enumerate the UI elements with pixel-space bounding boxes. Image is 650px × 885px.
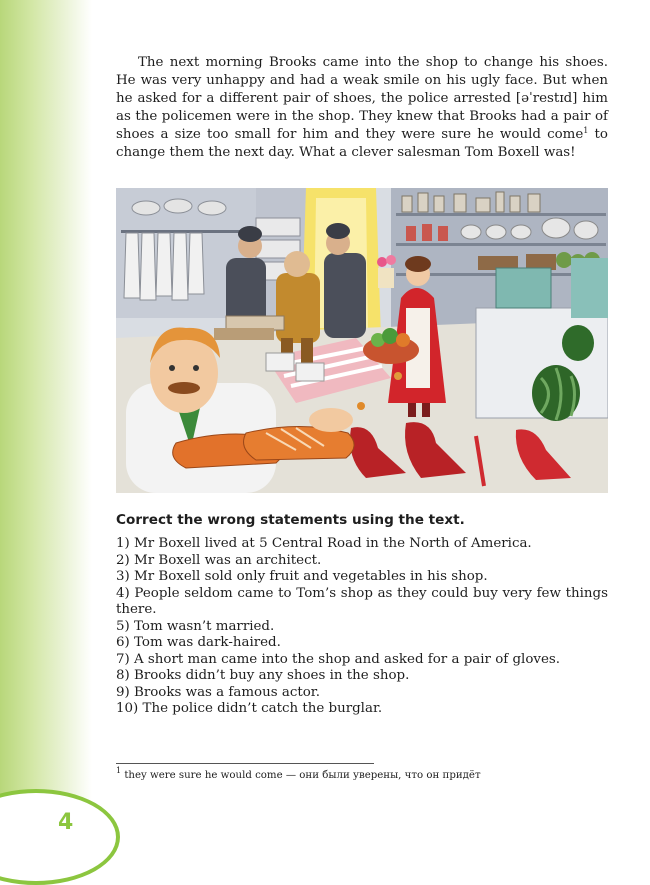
story-text [116,54,608,162]
footnote-text: they were sure he would come — они были уверены, что он придёт [121,770,481,781]
illustration-drawing [116,188,608,493]
story-paragraph-main: The next morning Brooks came into the shop to change his shoes. He was very unhappy and had a weak smile on his ugly face. But when he asked for a different pair of shoes, the police arrested [əˈrestɪd] him as the policemen were in the shop. They knew that Brooks had a pair of shoes a size too small for him and they were sure he would come [116,55,608,142]
statement-item: 4) People seldom came to Tom’s shop as they could buy very few things there. [116,585,608,617]
story-paragraph [116,54,608,162]
shop-illustration [116,188,608,493]
side-color-strip [0,0,92,869]
footnote-divider [116,763,374,764]
footnote-marker: 1 [116,766,122,775]
statement-item: 9) Brooks was a famous actor. [116,684,320,700]
statement-item: 3) Mr Boxell sold only fruit and vegetables in his shop. [116,569,488,584]
exercise-heading: Correct the wrong statements using the text. [116,512,465,528]
statement-item: 5) Tom wasn’t married. [116,618,275,634]
statement-list [116,536,608,718]
statement-item: 7) A short man came into the shop and asked for a pair of gloves. [116,651,561,667]
statement-item: 1) Mr Boxell lived at 5 Central Road in the North of America. [116,536,532,551]
statement-item: 10) The police didn’t catch the burglar. [116,701,383,716]
story-paragraph-end: to change them the next day. What a clever salesman Tom Boxell was! [116,127,608,160]
page-number: 4 [58,810,74,835]
page-number-badge [0,789,120,885]
footnote-reference: 1 [583,126,589,135]
statement-item: 2) Mr Boxell was an architect. [116,552,322,568]
statement-item: 8) Brooks didn’t buy any shoes in the shop. [116,668,410,683]
statement-item: 6) Tom was dark-haired. [116,635,281,650]
footnote [116,766,608,782]
